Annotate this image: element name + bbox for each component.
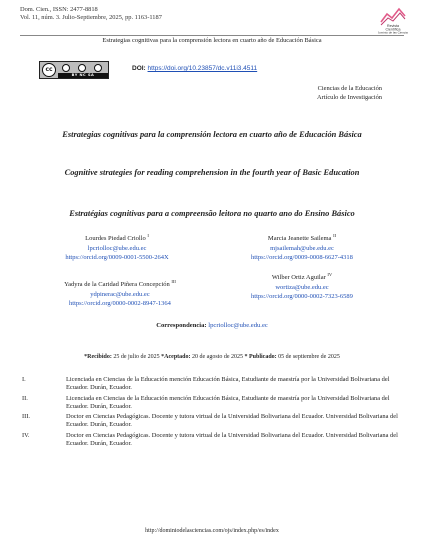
title-english: Cognitive strategies for reading comprehension in the fourth year of Basic Education [64, 168, 360, 177]
footer-url[interactable]: http://dominiodelasciencias.com/ojs/index.php/es/index [145, 528, 279, 534]
author-name: Wilber Ortiz Aguilar $^{IV}$ [271, 272, 333, 282]
section-info [317, 85, 382, 102]
author-orcid[interactable]: https://orcid.org/0000-0002-7323-6589 [251, 293, 353, 301]
author-1 [42, 231, 192, 263]
title-portuguese: Estratégias cognitivas para a compreensão leitora no quarto ano do Ensino Básico [69, 209, 355, 218]
author-2 [222, 231, 382, 263]
affiliation-text: Licenciada en Ciencias de la Educación mención Educación Básica, Estudiante de maestría por la Universidad Bolivariana del Ecuador. Durán, Ecuador. [66, 376, 390, 392]
affiliation-text: Doctor en Ciencias Pedagógicas. Docente y tutora virtual de la Universidad Bolivariana del Ecuador. Universidad Bolivariana del Ecuador. Durán, Ecuador. [66, 432, 398, 448]
running-title: Estrategias cognitivas para la comprensión lectora en cuarto año de Educación Básica [102, 37, 322, 44]
by-icon [62, 64, 70, 72]
author-email[interactable]: mjsailemah@ube.edu.ec [270, 244, 334, 252]
affiliation-number: III. [22, 413, 30, 420]
received-date: 25 de julio de 2025 [113, 354, 160, 360]
journal-logo [378, 4, 408, 34]
author-email[interactable]: ydpinerac@ube.edu.ec [90, 290, 150, 298]
affiliation-text: Doctor en Ciencias Pedagógicas. Docente y tutora virtual de la Universidad Bolivariana del Ecuador. Universidad Bolivariana del Ecuador. Durán, Ecuador. [66, 413, 398, 429]
logo-text-1: Revista [387, 24, 399, 28]
author-3 [30, 277, 210, 309]
logo-text-3: Dominio de las Ciencias [378, 30, 408, 34]
author-orcid[interactable]: https://orcid.org/0000-0002-8947-1364 [69, 300, 171, 308]
journal-volume: Vol. 11, núm. 3. Julio-Septiembre, 2025, pp. 1163-1187 [20, 14, 162, 21]
author-orcid[interactable]: https://orcid.org/0009-0001-5500-264X [65, 254, 169, 262]
accepted-date: 20 de agosto de 2025 [192, 354, 243, 360]
affiliation-number: IV. [22, 432, 30, 439]
cc-strip: BY NC SA [58, 73, 108, 78]
published-date: 05 de septiembre de 2025 [278, 354, 340, 360]
section-area: Ciencias de la Educación [317, 85, 382, 92]
logo-text-2: Científica [385, 27, 401, 32]
author-name: Yadyra de la Caridad Piñera Concepción $^{III}$ [64, 279, 176, 289]
author-orcid[interactable]: https://orcid.org/0009-0008-6627-4318 [251, 254, 353, 262]
journal-issn: Dom. Cien., ISSN: 2477-8818 [20, 6, 98, 13]
sa-icon [94, 64, 102, 72]
doi-line [132, 65, 257, 72]
affiliation-text: Licenciada en Ciencias de la Educación mención Educación Básica, Estudiante de maestría por la Universidad Bolivariana del Ecuador. Durán, Ecuador. [66, 395, 390, 411]
header-divider [20, 35, 404, 36]
doi-label: DOI: [132, 65, 146, 72]
correspondence-email[interactable]: lpcriolloc@ube.edu.ec [208, 322, 268, 329]
author-email[interactable]: lpcriolloc@ube.edu.ec [87, 244, 147, 252]
title-spanish: Estrategias cognitivas para la comprensión lectora en cuarto año de Educación Básica [62, 130, 362, 139]
affiliation-number: II. [22, 395, 28, 402]
cc-icon: cc [42, 63, 56, 77]
author-name: Lourdes Piedad Criollo $^I$ [85, 233, 149, 243]
correspondence-label: Correspondencia: [156, 322, 207, 329]
journal-info [20, 6, 162, 22]
correspondence [0, 322, 424, 329]
author-name: Marcia Jeanette Sailema $^{II}$ [267, 233, 337, 243]
author-email[interactable]: wortiza@ube.edu.ec [275, 283, 329, 291]
cc-license-badge [39, 61, 109, 79]
publication-dates: *Recibido: 25 de julio de 2025 *Aceptado: 20 de agosto de 2025 * Publicado: 05 de septiembre de 2025 [84, 354, 340, 360]
doi-link[interactable]: https://doi.org/10.23857/dc.v11i3.4511 [147, 65, 258, 72]
nc-icon [78, 64, 86, 72]
affiliation-number: I. [22, 376, 26, 383]
author-4 [222, 270, 382, 302]
article-type: Artículo de Investigación [317, 93, 382, 101]
